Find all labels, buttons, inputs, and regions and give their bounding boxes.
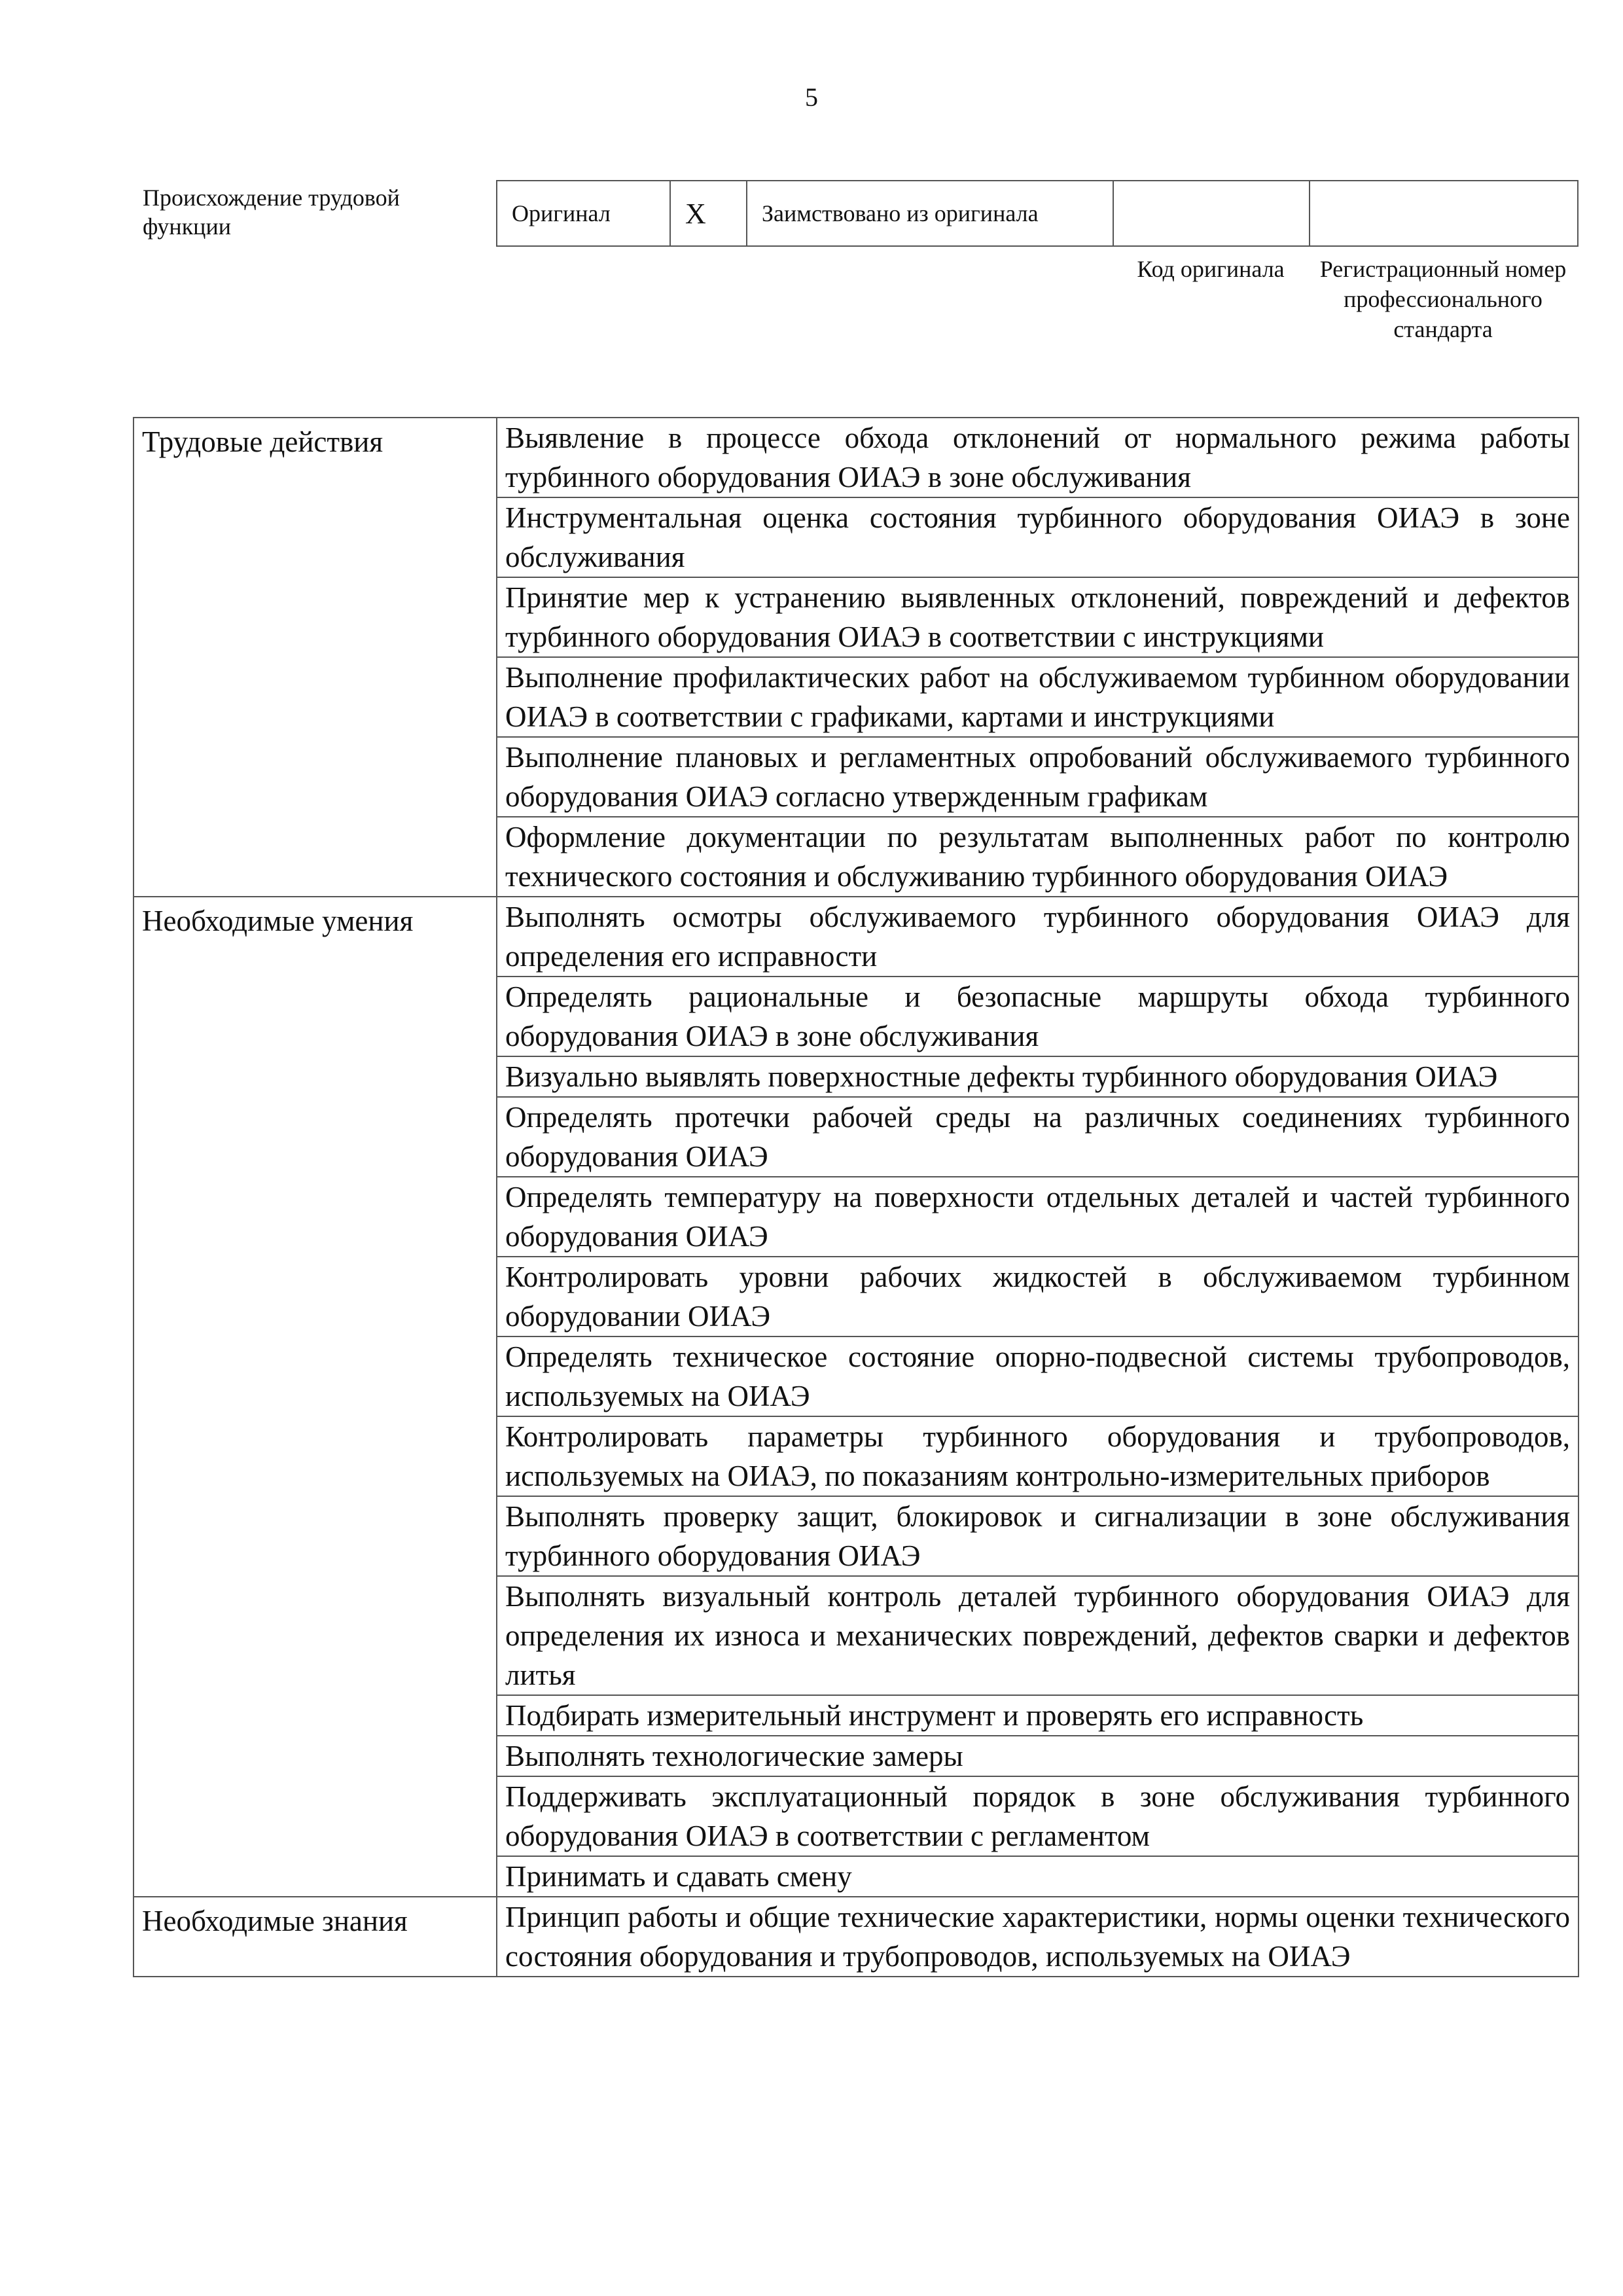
list-item: Выполнять визуальный контроль деталей турбинного оборудования ОИАЭ для определения их износа и механических повреждений, дефектов сварки и дефектов литья (497, 1576, 1578, 1695)
list-item: Инструментальная оценка состояния турбинного оборудования ОИАЭ в зоне обслуживания (497, 497, 1578, 577)
list-item: Выполнять проверку защит, блокировок и сигнализации в зоне обслуживания турбинного оборудования ОИАЭ (497, 1496, 1578, 1576)
list-item: Визуально выявлять поверхностные дефекты турбинного оборудования ОИАЭ (497, 1056, 1578, 1097)
list-item: Принимать и сдавать смену (497, 1856, 1578, 1897)
borrowed-label: Заимствовано из оригинала (747, 181, 1113, 246)
list-item: Поддерживать эксплуатационный порядок в зоне обслуживания турбинного оборудования ОИАЭ в соответствии с регламентом (497, 1776, 1578, 1856)
list-item: Выполнение профилактических работ на обслуживаемом турбинном оборудовании ОИАЭ в соответствии с графиками, картами и инструкциями (497, 657, 1578, 737)
list-item: Определять протечки рабочей среды на различных соединениях турбинного оборудования ОИАЭ (497, 1097, 1578, 1177)
list-item: Оформление документации по результатам выполненных работ по контролю технического состояния и обслуживанию турбинного оборудования ОИАЭ (497, 817, 1578, 897)
page-number: 5 (805, 82, 818, 112)
list-item: Контролировать уровни рабочих жидкостей в обслуживаемом турбинном оборудовании ОИАЭ (497, 1257, 1578, 1336)
section-title: Необходимые знания (134, 1897, 497, 1977)
list-item: Подбирать измерительный инструмент и проверять его исправность (497, 1695, 1578, 1736)
original-mark: X (670, 181, 747, 246)
registration-number-cell (1310, 181, 1578, 246)
code-caption: Код оригинала (1137, 256, 1285, 282)
section-title: Трудовые действия (134, 418, 497, 897)
origin-table (496, 180, 1578, 247)
list-item: Определять техническое состояние опорно-подвесной системы трубопроводов, используемых на ОИАЭ (497, 1336, 1578, 1416)
origin-label: Происхождение трудовой функции (143, 185, 400, 240)
original-code-cell (1113, 181, 1310, 246)
section-title: Необходимые умения (134, 897, 497, 1897)
list-item: Принятие мер к устранению выявленных отклонений, повреждений и дефектов турбинного оборудования ОИАЭ в соответствии с инструкциями (497, 577, 1578, 657)
list-item: Принцип работы и общие технические характеристики, нормы оценки технического состояния оборудования и трубопроводов, используемых на ОИАЭ (497, 1897, 1578, 1977)
labor-function-table (133, 417, 1579, 1977)
list-item: Выявление в процессе обхода отклонений от нормального режима работы турбинного оборудования ОИАЭ в зоне обслуживания (497, 418, 1578, 497)
original-label: Оригинал (497, 181, 670, 246)
list-item: Выполнять технологические замеры (497, 1736, 1578, 1776)
list-item: Определять температуру на поверхности отдельных деталей и частей турбинного оборудования ОИАЭ (497, 1177, 1578, 1257)
registration-caption: Регистрационный номер профессионального стандарта (1319, 256, 1567, 342)
list-item: Выполнение плановых и регламентных опробований обслуживаемого турбинного оборудования ОИАЭ согласно утвержденным графикам (497, 737, 1578, 817)
list-item: Контролировать параметры турбинного оборудования и трубопроводов, используемых на ОИАЭ, по показаниям контрольно-измерительных приборов (497, 1416, 1578, 1496)
list-item: Выполнять осмотры обслуживаемого турбинного оборудования ОИАЭ для определения его исправности (497, 897, 1578, 977)
list-item: Определять рациональные и безопасные маршруты обхода турбинного оборудования ОИАЭ в зоне обслуживания (497, 977, 1578, 1056)
